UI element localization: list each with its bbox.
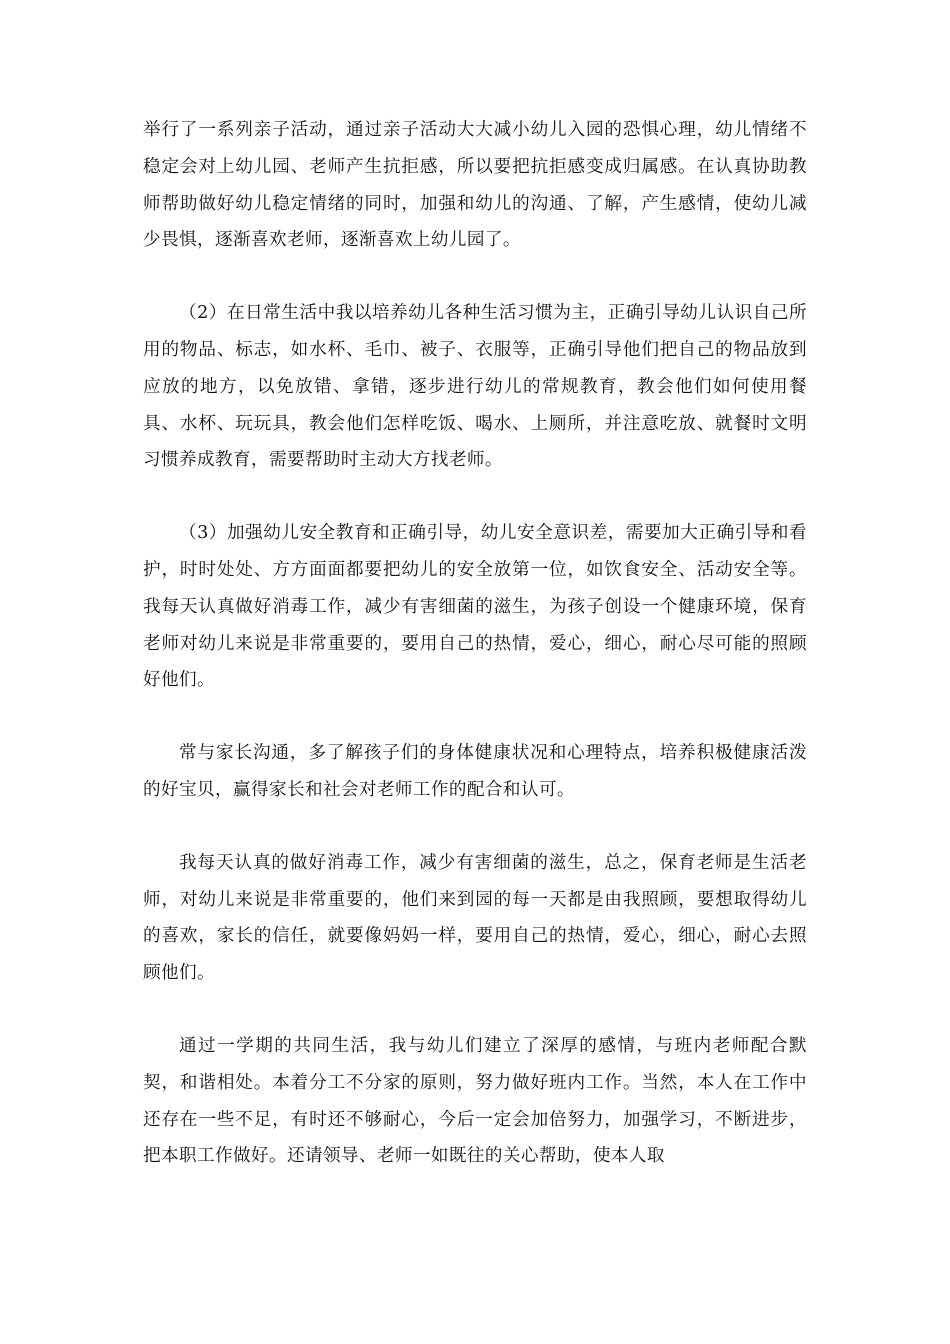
paragraph-1: 举行了一系列亲子活动，通过亲子活动大大减小幼儿入园的恐惧心理，幼儿情绪不稳定会对上幼儿园、老师产生抗拒感，所以要把抗拒感变成归属感。在认真协助教师帮助做好幼儿稳定情绪的同时，加强和幼儿的沟通、了解，产生感情，使幼儿减少畏惧，逐渐喜欢老师，逐渐喜欢上幼儿园了。 (143, 120, 807, 251)
paragraph-2: （2）在日常生活中我以培养幼儿各种生活习惯为主，正确引导幼儿认识自己所用的物品、标志，如水杯、毛巾、被子、衣服等，正确引导他们把自己的物品放到应放的地方，以免放错、拿错，逐步进行幼儿的常规教育，教会他们如何使用餐具、水杯、玩玩具，教会他们怎样吃饭、喝水、上厕所，并注意吃放、就餐时文明习惯养成教育，需要帮助时主动大方找老师。 (143, 303, 807, 471)
paragraph-4: 常与家长沟通，多了解孩子们的身体健康状况和心理特点，培养积极健康活泼的好宝贝，赢得家长和社会对老师工作的配合和认可。 (143, 743, 807, 800)
paragraph-3: （3）加强幼儿安全教育和正确引导，幼儿安全意识差，需要加大正确引导和看护，时时处处、方方面面都要把幼儿的安全放第一位，如饮食安全、活动安全等。我每天认真做好消毒工作，减少有害细菌的滋生，为孩子创设一个健康环境，保育老师对幼儿来说是非常重要的，要用自己的热情，爱心，细心，耐心尽可能的照顾好他们。 (143, 523, 807, 691)
paragraph-5: 我每天认真的做好消毒工作，减少有害细菌的滋生，总之，保育老师是生活老师，对幼儿来说是非常重要的，他们来到园的每一天都是由我照顾，要想取得幼儿的喜欢，家长的信任，就要像妈妈一样，要用自己的热情，爱心，细心，耐心去照顾他们。 (143, 852, 807, 984)
document-body (143, 112, 807, 1211)
paragraph-6: 通过一学期的共同生活，我与幼儿们建立了深厚的感情，与班内老师配合默契，和谐相处。本着分工不分家的原则，努力做好班内工作。当然，本人在工作中还存在一些不足，有时还不够耐心，今后一定会加倍努力，加强学习，不断进步，把本职工作做好。还请领导、老师一如既往的关心帮助，使本人取 (143, 1035, 807, 1167)
